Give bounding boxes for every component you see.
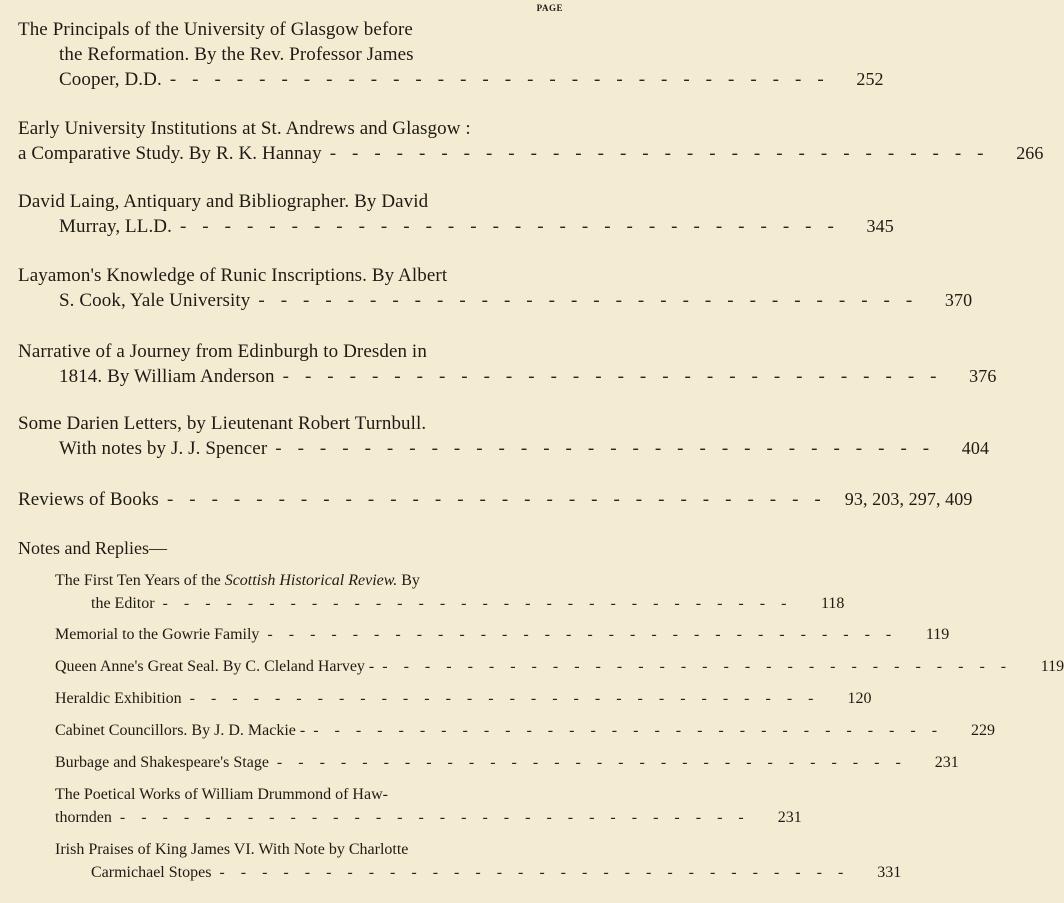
entry-line <box>18 17 502 42</box>
dot-leader: ------------------------------ <box>258 290 929 311</box>
note-entry <box>55 623 950 646</box>
entry-title: Burbage and Shakespeare's Stage <box>55 754 269 771</box>
page-number: 370 <box>944 290 973 310</box>
entry-line <box>55 783 505 806</box>
note-entry <box>55 783 802 829</box>
entry-line <box>18 436 990 461</box>
dot-leader: ------------------------------ <box>282 366 953 387</box>
entry-title: the Reformation. By the Rev. Professor James <box>59 44 414 65</box>
toc-entry <box>18 17 884 92</box>
entry-line <box>55 751 959 774</box>
entry-line <box>18 263 502 288</box>
toc-entry <box>18 487 973 512</box>
entry-title: Cabinet Councillors. By J. D. Mackie - <box>55 722 306 739</box>
entry-author: Cooper, D.D. <box>59 69 162 90</box>
entry-title: The Principals of the University of Glasgow before <box>18 19 413 40</box>
page-number: 231 <box>934 754 959 771</box>
entry-line <box>55 623 950 646</box>
entry-line <box>18 411 502 436</box>
entry-author: S. Cook, Yale University <box>59 290 251 311</box>
dot-leader: ------------------------------ <box>267 626 908 643</box>
entry-line <box>18 189 502 214</box>
entry-line <box>18 487 973 512</box>
toc-entry <box>18 189 894 239</box>
page-number: 404 <box>961 438 990 458</box>
entry-line <box>18 339 502 364</box>
dot-leader: ------------------------------ <box>179 216 850 237</box>
entry-title: a Comparative Study. By R. K. Hannay <box>18 143 322 164</box>
page-number: 376 <box>969 366 997 386</box>
entry-title: The First Ten Years of the Scottish Historical Review. By <box>55 572 420 589</box>
entry-author: Murray, LL.D. <box>59 216 172 237</box>
page-number: 231 <box>777 809 802 826</box>
entry-line <box>55 687 872 710</box>
page-number: 266 <box>1016 143 1044 163</box>
entry-title: Reviews of Books <box>18 489 159 510</box>
entry-line <box>18 364 997 389</box>
entry-author: the Editor <box>91 595 155 612</box>
section-heading: Notes and Replies— <box>18 538 167 558</box>
page-number: 331 <box>877 864 902 881</box>
dot-leader: ------------------------------ <box>119 809 760 826</box>
toc-entry <box>18 411 990 461</box>
entry-line <box>55 569 505 592</box>
dot-leader: ------------------------------ <box>166 489 837 510</box>
entry-title: Early University Institutions at St. Andrews and Glasgow : <box>18 118 471 139</box>
page-number: 120 <box>847 690 872 707</box>
dot-leader: ------------------------------ <box>219 864 860 881</box>
entry-line <box>18 67 884 92</box>
entry-title: Layamon's Knowledge of Runic Inscriptions. By Albert <box>18 265 448 286</box>
dot-leader: ------------------------------ <box>276 754 917 771</box>
entry-title: Some Darien Letters, by Lieutenant Robert Turnbull. <box>18 413 427 434</box>
toc-entry <box>18 263 973 313</box>
entry-title: Heraldic Exhibition <box>55 690 182 707</box>
entry-line <box>18 288 973 313</box>
entry-title: Queen Anne's Great Seal. By C. Cleland Harvey - <box>55 658 375 675</box>
page-number: 229 <box>971 722 996 739</box>
dot-leader: ------------------------------ <box>313 722 954 739</box>
page-number: 345 <box>866 216 894 236</box>
entry-title: With notes by J. J. Spencer <box>59 438 268 459</box>
entry-line <box>18 214 894 239</box>
dot-leader: ------------------------------ <box>189 690 830 707</box>
entry-line <box>18 141 1044 166</box>
toc-entry <box>18 339 997 389</box>
entry-line <box>55 719 996 742</box>
entry-line <box>55 838 505 861</box>
note-entry <box>55 751 959 774</box>
dot-leader: ------------------------------ <box>329 143 1000 164</box>
entry-title: David Laing, Antiquary and Bibliographer. By David <box>18 191 429 212</box>
entry-title: thornden <box>55 809 112 826</box>
page-numbers: 93, 203, 297, 409 <box>844 489 973 509</box>
dot-leader: ------------------------------ <box>275 438 946 459</box>
note-entry <box>55 569 845 615</box>
note-entry <box>55 655 1064 678</box>
page-number: 119 <box>925 626 950 643</box>
entry-title: Irish Praises of King James VI. With Note by Charlotte <box>55 841 409 858</box>
entry-author: Carmichael Stopes <box>91 864 212 881</box>
entry-line <box>55 592 845 615</box>
page-number: 118 <box>820 595 845 612</box>
entry-line <box>55 655 1064 678</box>
page-column-label: PAGE <box>536 3 563 13</box>
page-number: 119 <box>1040 658 1064 675</box>
dot-leader: ------------------------------ <box>162 595 803 612</box>
note-entry <box>55 838 902 884</box>
entry-title: Memorial to the Gowrie Family <box>55 626 260 643</box>
entry-line <box>55 806 802 829</box>
entry-title: 1814. By William Anderson <box>59 366 275 387</box>
entry-line <box>55 861 902 884</box>
entry-line <box>18 116 568 141</box>
note-entry <box>55 687 872 710</box>
toc-entry <box>18 116 1044 166</box>
dot-leader: ------------------------------ <box>382 658 1023 675</box>
note-entry <box>55 719 996 742</box>
entry-title: Narrative of a Journey from Edinburgh to Dresden in <box>18 341 427 362</box>
dot-leader: ------------------------------ <box>169 69 840 90</box>
entry-line <box>18 42 568 67</box>
page-number: 252 <box>856 69 884 89</box>
entry-title: The Poetical Works of William Drummond of Haw- <box>55 786 388 803</box>
